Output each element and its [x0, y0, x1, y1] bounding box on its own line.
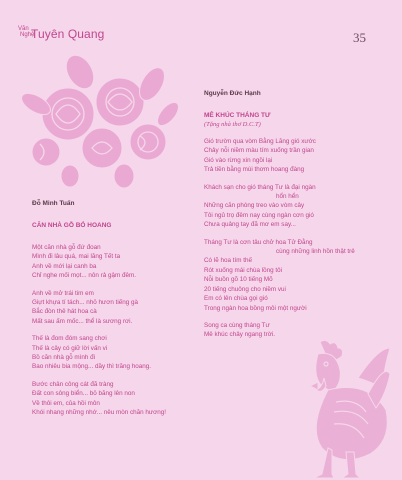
poem-line: cùng những linh hồn thật trẻ: [276, 248, 355, 256]
poem-line: Chảy nỗi niềm màu tím xuống trần gian: [204, 147, 314, 155]
left-poem: [32, 199, 222, 418]
poem-author: Nguyễn Đức Hạnh: [204, 90, 261, 97]
poem-title: MÊ KHÚC THÁNG TƯ: [204, 112, 271, 119]
poem-line: Gió trườn qua vòm Bằng Lăng gió xước: [204, 138, 316, 145]
poem-line: Đất con sông biển... bỏ băng lên non: [32, 390, 135, 398]
poem-line: Rót xuống mái chùa lồng tôi: [204, 266, 283, 274]
masthead-small-bottom: Nghệ: [20, 32, 35, 38]
poem-line: Bước chân công cát đã tràng: [32, 380, 114, 388]
right-poem: [204, 89, 390, 340]
poem-line: Những căn phòng treo vào vòm cây: [204, 202, 305, 210]
poem-line: Mất sau ấm mốc... thể là sương rơi.: [32, 317, 133, 325]
poem-line: Anh về mới lại canh ba: [32, 262, 97, 270]
poem-line: Anh về mở trái tim em: [32, 289, 94, 297]
poem-line: Có lẽ hoa tím thế: [204, 257, 252, 265]
poem-line: Khách sạn cho gió tháng Tư là đại ngàn: [204, 183, 316, 191]
poem-line: Bắc đòn thê hát hoa cà: [32, 308, 97, 316]
poem-line: Mình đi lâu quá, mai lăng Tết ta: [32, 253, 121, 261]
poem-line: Thế là đom đóm sang chơi: [32, 335, 107, 343]
poem-line: 20 tiếng chuông cho niềm vui: [204, 285, 286, 293]
poem-line: Trả tiền bằng mùi thơm hoang đàng: [204, 166, 305, 174]
masthead-small-top: Văn: [18, 26, 29, 32]
poem-line: Bồ căn nhà gỗ mình đi: [32, 354, 96, 362]
poem-line: Một căn nhà gỗ đứ đoan: [32, 244, 101, 251]
poem-line: Song ca cùng tháng Tư: [204, 321, 270, 329]
poem-dedication: (Tặng nhà thơ D.C.T): [204, 121, 261, 128]
poem-line: Mê khúc chảy ngang trời.: [204, 331, 275, 339]
poem-line: Gió vào rừng xin ngồi lại: [204, 156, 273, 164]
poem-line: Về thôi em, của hồi môn: [32, 399, 100, 407]
poem-line: Chỉ nghe mối mọt... nôn rả gậm đêm.: [32, 272, 136, 280]
rooster-icon: [272, 338, 392, 480]
poem-author: Đỗ Minh Tuấn: [32, 200, 75, 207]
poem-line: Trong ngàn hoa bồng môi một người: [204, 304, 307, 312]
masthead-title: Tuyên Quang: [31, 27, 105, 41]
poem-line: hổn hển: [276, 193, 299, 201]
poem-line: Tôi ngủ trọ đêm nay cùng ngàn cơn gió: [204, 211, 314, 219]
page-number: 35: [353, 30, 366, 45]
poem-line: Em có lên chùa gọi gió: [204, 295, 268, 303]
poem-line: Bao nhiêu bia mộng... dầy thì trăng hoang.: [32, 363, 152, 371]
poem-line: Chưa quảng tay đã mơ em say...: [204, 221, 296, 229]
poem-line: Thế là cây có giữ lời vấn vi: [32, 344, 108, 352]
poem-title: CĂN NHÀ GỖ BỎ HOANG: [32, 222, 112, 229]
poem-line: Nỗi buồn gõ 10 tiếng Mõ: [204, 276, 273, 284]
poem-line: Khói nhang những nhớ... nêu mòn chăn hương!: [32, 409, 166, 417]
poem-line: Tháng Tư là cơn tâu chở hoa Tử Đằng: [204, 238, 313, 246]
poem-line: Giựt khựa tí tách... nhỏ hươn tiếng gà: [32, 299, 139, 307]
peony-flowers-icon: [20, 44, 180, 194]
